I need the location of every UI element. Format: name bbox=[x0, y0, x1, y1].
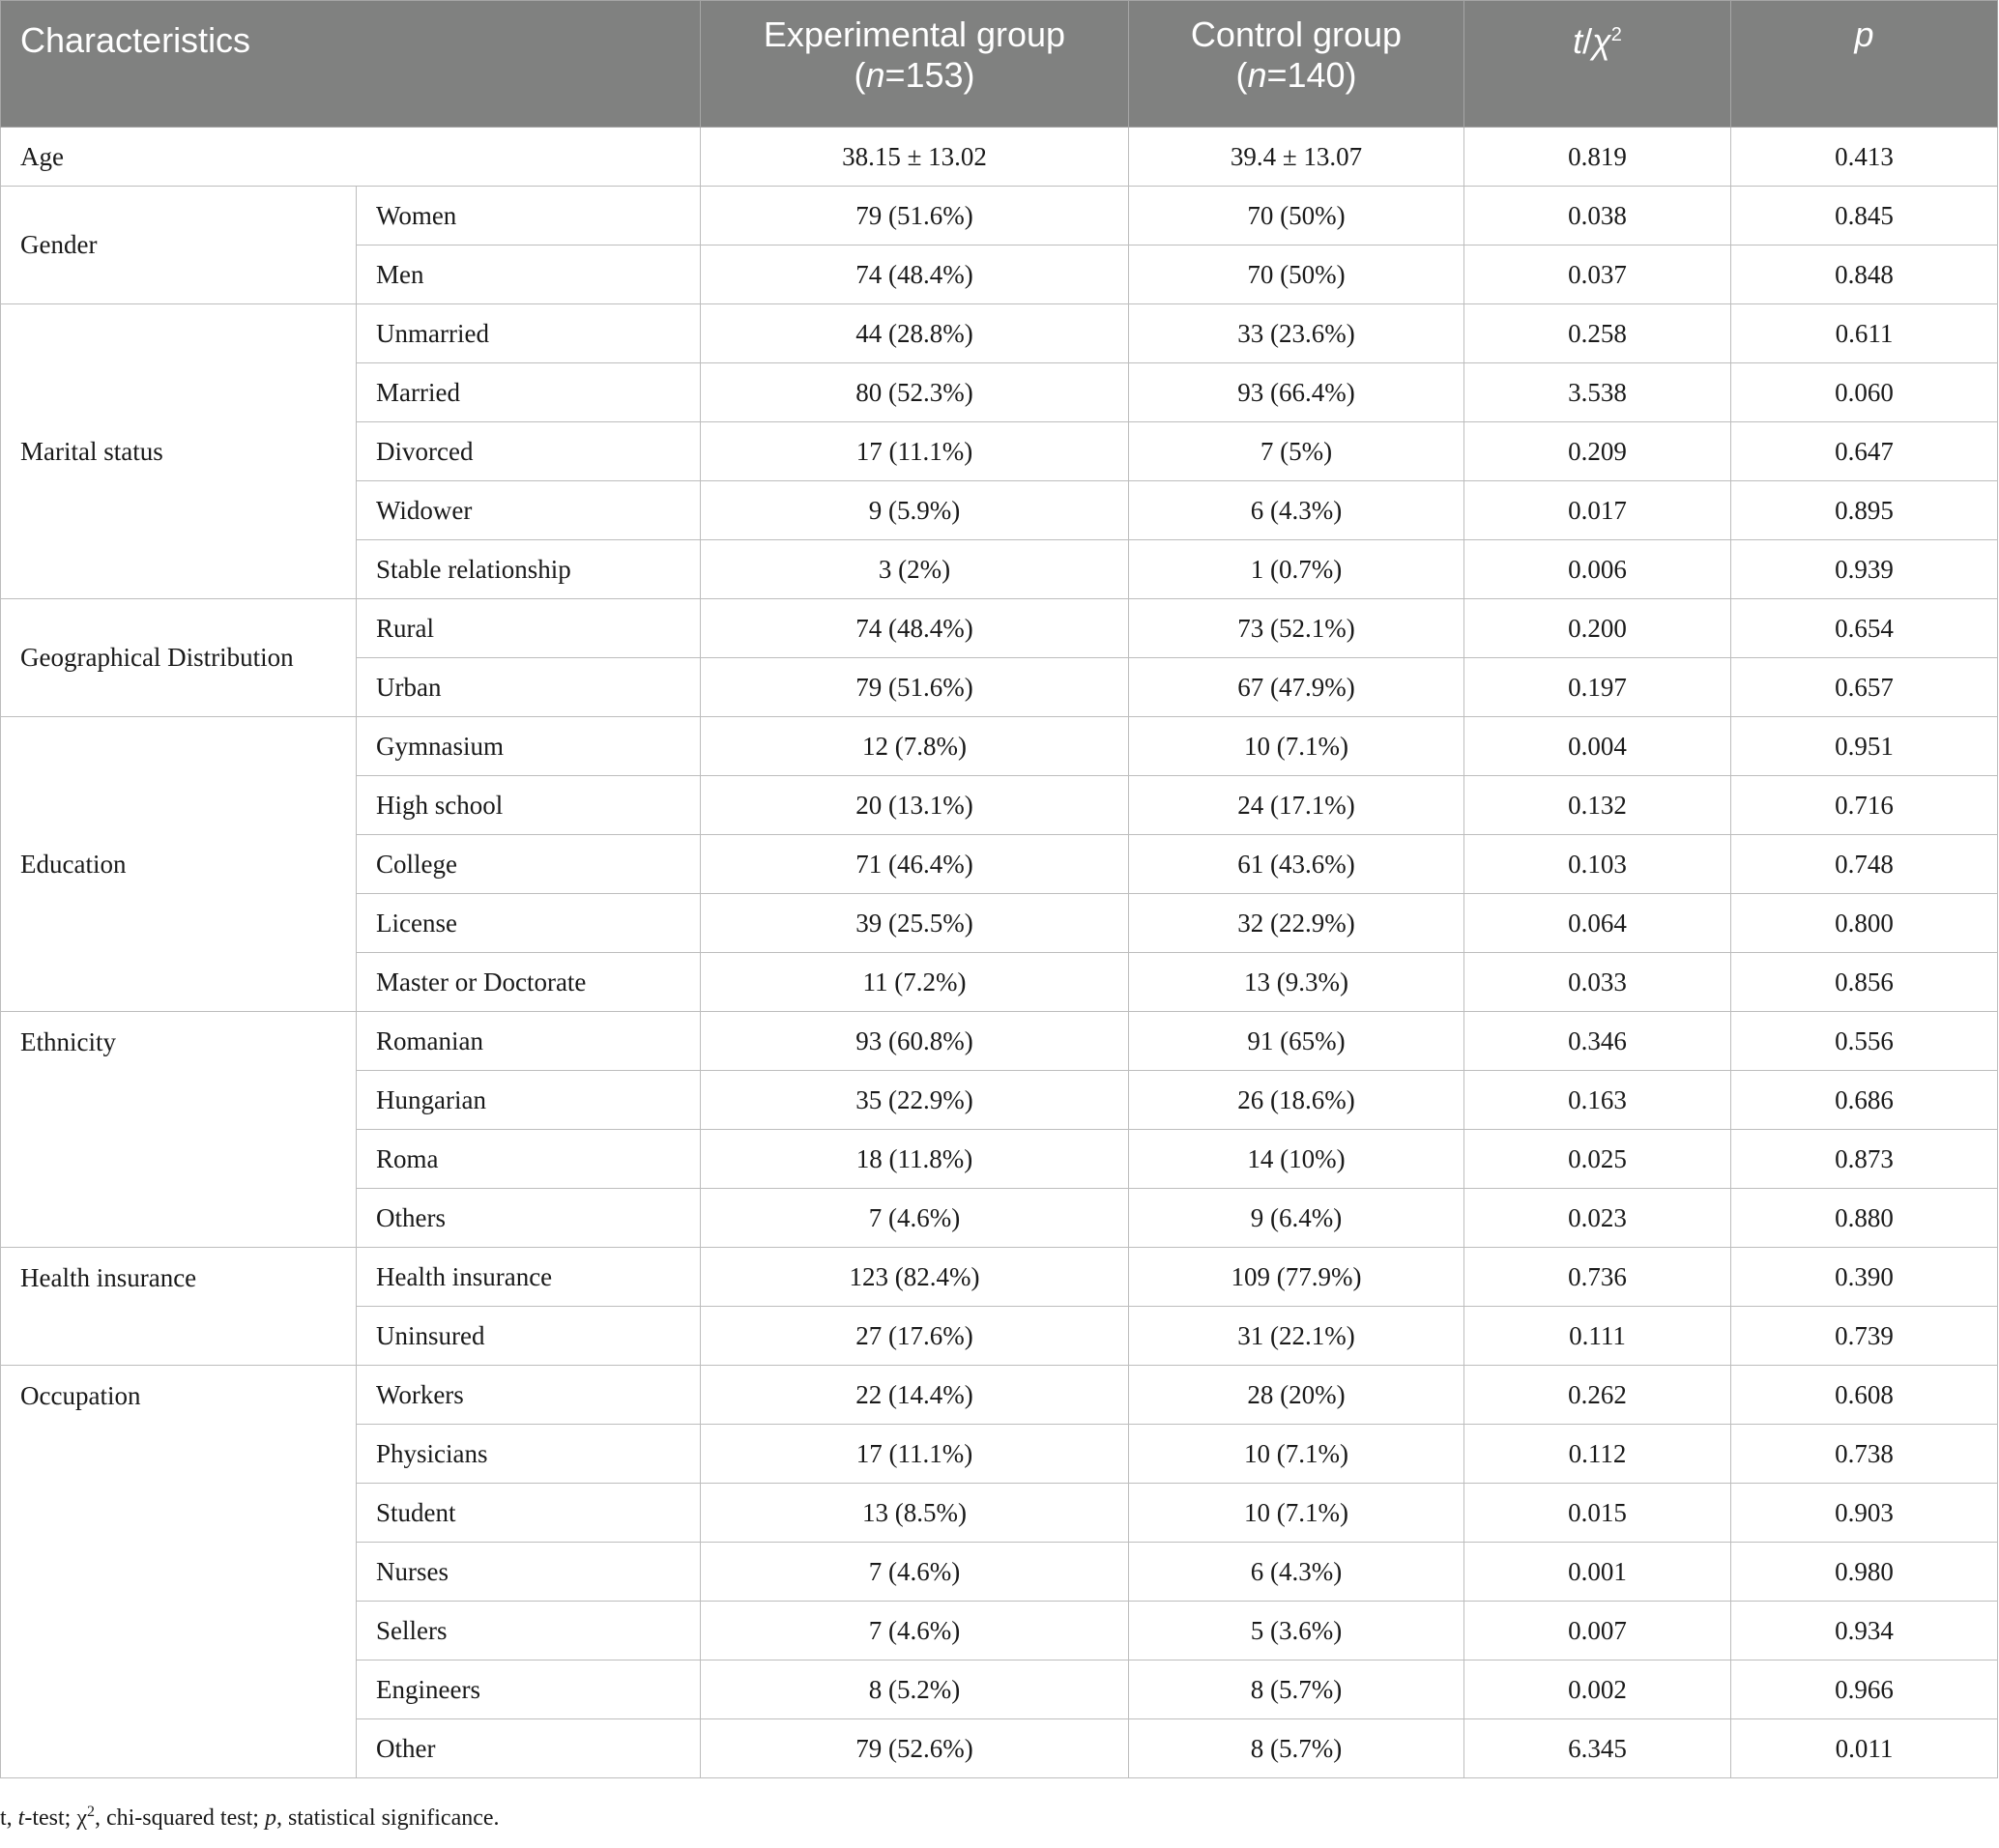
header-experimental-group: Experimental group (n=153) bbox=[701, 1, 1129, 128]
experimental-value: 79 (51.6%) bbox=[701, 658, 1129, 717]
control-value: 10 (7.1%) bbox=[1129, 717, 1464, 776]
experimental-value: 38.15 ± 13.02 bbox=[701, 128, 1129, 187]
experimental-value: 17 (11.1%) bbox=[701, 1425, 1129, 1484]
p-value: 0.934 bbox=[1731, 1602, 1998, 1660]
p-value: 0.413 bbox=[1731, 128, 1998, 187]
header-control-n: n bbox=[1247, 55, 1267, 95]
table-row bbox=[1, 187, 1998, 245]
table-row bbox=[1, 717, 1998, 776]
p-value: 0.845 bbox=[1731, 187, 1998, 245]
test-statistic-value: 0.064 bbox=[1464, 894, 1731, 953]
category-cell: Education bbox=[1, 717, 357, 1012]
p-value: 0.556 bbox=[1731, 1012, 1998, 1071]
test-statistic-value: 0.001 bbox=[1464, 1543, 1731, 1602]
control-value: 26 (18.6%) bbox=[1129, 1071, 1464, 1130]
subcategory-cell: Master or Doctorate bbox=[357, 953, 701, 1012]
test-statistic-value: 0.038 bbox=[1464, 187, 1731, 245]
control-value: 5 (3.6%) bbox=[1129, 1602, 1464, 1660]
subcategory-cell: Hungarian bbox=[357, 1071, 701, 1130]
p-value: 0.800 bbox=[1731, 894, 1998, 953]
subcategory-cell: Men bbox=[357, 245, 701, 304]
experimental-value: 39 (25.5%) bbox=[701, 894, 1129, 953]
control-value: 32 (22.9%) bbox=[1129, 894, 1464, 953]
experimental-value: 7 (4.6%) bbox=[701, 1189, 1129, 1248]
control-value: 8 (5.7%) bbox=[1129, 1660, 1464, 1719]
test-statistic-value: 6.345 bbox=[1464, 1719, 1731, 1778]
table-footnote bbox=[0, 1804, 500, 1832]
test-statistic-value: 0.007 bbox=[1464, 1602, 1731, 1660]
control-value: 31 (22.1%) bbox=[1129, 1307, 1464, 1366]
experimental-value: 79 (51.6%) bbox=[701, 187, 1129, 245]
control-value: 73 (52.1%) bbox=[1129, 599, 1464, 658]
subcategory-cell: Romanian bbox=[357, 1012, 701, 1071]
subcategory-cell: Physicians bbox=[357, 1425, 701, 1484]
experimental-value: 18 (11.8%) bbox=[701, 1130, 1129, 1189]
control-value: 6 (4.3%) bbox=[1129, 481, 1464, 540]
control-value: 6 (4.3%) bbox=[1129, 1543, 1464, 1602]
test-statistic-value: 0.132 bbox=[1464, 776, 1731, 835]
subcategory-cell: Health insurance bbox=[357, 1248, 701, 1307]
control-value: 24 (17.1%) bbox=[1129, 776, 1464, 835]
category-cell: Age bbox=[1, 128, 701, 187]
subcategory-cell: Sellers bbox=[357, 1602, 701, 1660]
header-control-group: Control group (n=140) bbox=[1129, 1, 1464, 128]
control-value: 28 (20%) bbox=[1129, 1366, 1464, 1425]
experimental-value: 7 (4.6%) bbox=[701, 1543, 1129, 1602]
experimental-value: 71 (46.4%) bbox=[701, 835, 1129, 894]
experimental-value: 8 (5.2%) bbox=[701, 1660, 1129, 1719]
test-statistic-value: 0.015 bbox=[1464, 1484, 1731, 1543]
header-experimental-count: =153) bbox=[884, 55, 975, 95]
table-row bbox=[1, 304, 1998, 363]
p-value: 0.060 bbox=[1731, 363, 1998, 422]
subcategory-cell: License bbox=[357, 894, 701, 953]
header-control-count: =140) bbox=[1266, 55, 1357, 95]
p-value: 0.686 bbox=[1731, 1071, 1998, 1130]
experimental-value: 79 (52.6%) bbox=[701, 1719, 1129, 1778]
test-statistic-value: 0.112 bbox=[1464, 1425, 1731, 1484]
control-value: 93 (66.4%) bbox=[1129, 363, 1464, 422]
experimental-value: 80 (52.3%) bbox=[701, 363, 1129, 422]
experimental-value: 9 (5.9%) bbox=[701, 481, 1129, 540]
experimental-value: 74 (48.4%) bbox=[701, 599, 1129, 658]
category-cell: Geographical Distribution bbox=[1, 599, 357, 717]
table-row bbox=[1, 1012, 1998, 1071]
control-value: 70 (50%) bbox=[1129, 187, 1464, 245]
table-row bbox=[1, 128, 1998, 187]
control-value: 8 (5.7%) bbox=[1129, 1719, 1464, 1778]
p-value: 0.856 bbox=[1731, 953, 1998, 1012]
p-value: 0.390 bbox=[1731, 1248, 1998, 1307]
test-statistic-value: 0.017 bbox=[1464, 481, 1731, 540]
footnote-p-abbr: p bbox=[264, 1805, 276, 1831]
control-value: 10 (7.1%) bbox=[1129, 1484, 1464, 1543]
control-value: 91 (65%) bbox=[1129, 1012, 1464, 1071]
experimental-value: 20 (13.1%) bbox=[701, 776, 1129, 835]
header-experimental-n: n bbox=[865, 55, 885, 95]
test-statistic-value: 0.262 bbox=[1464, 1366, 1731, 1425]
test-statistic-value: 0.819 bbox=[1464, 128, 1731, 187]
p-value: 0.654 bbox=[1731, 599, 1998, 658]
header-row bbox=[1, 1, 1998, 128]
header-characteristics: Characteristics bbox=[1, 1, 701, 128]
p-value: 0.739 bbox=[1731, 1307, 1998, 1366]
subcategory-cell: Other bbox=[357, 1719, 701, 1778]
experimental-value: 123 (82.4%) bbox=[701, 1248, 1129, 1307]
experimental-value: 44 (28.8%) bbox=[701, 304, 1129, 363]
table-row bbox=[1, 599, 1998, 658]
table-row bbox=[1, 1248, 1998, 1307]
subcategory-cell: Nurses bbox=[357, 1543, 701, 1602]
footnote-t-rest: -test; χ bbox=[24, 1805, 87, 1831]
test-statistic-value: 0.111 bbox=[1464, 1307, 1731, 1366]
control-value: 10 (7.1%) bbox=[1129, 1425, 1464, 1484]
test-statistic-value: 0.163 bbox=[1464, 1071, 1731, 1130]
subcategory-cell: Women bbox=[357, 187, 701, 245]
category-cell: Gender bbox=[1, 187, 357, 304]
p-value: 0.011 bbox=[1731, 1719, 1998, 1778]
control-value: 7 (5%) bbox=[1129, 422, 1464, 481]
control-value: 14 (10%) bbox=[1129, 1130, 1464, 1189]
control-value: 70 (50%) bbox=[1129, 245, 1464, 304]
category-cell: Health insurance bbox=[1, 1248, 357, 1366]
test-statistic-value: 0.033 bbox=[1464, 953, 1731, 1012]
control-value: 9 (6.4%) bbox=[1129, 1189, 1464, 1248]
experimental-value: 35 (22.9%) bbox=[701, 1071, 1129, 1130]
test-statistic-value: 0.346 bbox=[1464, 1012, 1731, 1071]
category-cell: Marital status bbox=[1, 304, 357, 599]
subcategory-cell: Married bbox=[357, 363, 701, 422]
header-p-value bbox=[1731, 1, 1998, 128]
p-value: 0.939 bbox=[1731, 540, 1998, 599]
table-row bbox=[1, 1366, 1998, 1425]
experimental-value: 17 (11.1%) bbox=[701, 422, 1129, 481]
p-value: 0.895 bbox=[1731, 481, 1998, 540]
subcategory-cell: Engineers bbox=[357, 1660, 701, 1719]
test-statistic-value: 0.258 bbox=[1464, 304, 1731, 363]
p-value: 0.903 bbox=[1731, 1484, 1998, 1543]
subcategory-cell: Gymnasium bbox=[357, 717, 701, 776]
test-statistic-value: 0.209 bbox=[1464, 422, 1731, 481]
subcategory-cell: Uninsured bbox=[357, 1307, 701, 1366]
p-value: 0.748 bbox=[1731, 835, 1998, 894]
experimental-value: 93 (60.8%) bbox=[701, 1012, 1129, 1071]
control-value: 13 (9.3%) bbox=[1129, 953, 1464, 1012]
header-chi-symbol: χ bbox=[1592, 21, 1611, 61]
header-chi-superscript: 2 bbox=[1610, 24, 1622, 45]
header-test-statistic: $t/\chi^2$ bbox=[1464, 1, 1731, 128]
p-value: 0.657 bbox=[1731, 658, 1998, 717]
experimental-value: 27 (17.6%) bbox=[701, 1307, 1129, 1366]
p-value: 0.848 bbox=[1731, 245, 1998, 304]
header-t-symbol: t bbox=[1573, 21, 1583, 61]
p-value: 0.951 bbox=[1731, 717, 1998, 776]
control-value: 109 (77.9%) bbox=[1129, 1248, 1464, 1307]
experimental-value: 3 (2%) bbox=[701, 540, 1129, 599]
test-statistic-value: 0.037 bbox=[1464, 245, 1731, 304]
p-value: 0.611 bbox=[1731, 304, 1998, 363]
p-value: 0.966 bbox=[1731, 1660, 1998, 1719]
p-value: 0.738 bbox=[1731, 1425, 1998, 1484]
test-statistic-value: 0.200 bbox=[1464, 599, 1731, 658]
p-value: 0.647 bbox=[1731, 422, 1998, 481]
subcategory-cell: Student bbox=[357, 1484, 701, 1543]
experimental-value: 12 (7.8%) bbox=[701, 717, 1129, 776]
test-statistic-value: 0.006 bbox=[1464, 540, 1731, 599]
experimental-value: 13 (8.5%) bbox=[701, 1484, 1129, 1543]
p-value: 0.880 bbox=[1731, 1189, 1998, 1248]
subcategory-cell: Stable relationship bbox=[357, 540, 701, 599]
test-statistic-value: 3.538 bbox=[1464, 363, 1731, 422]
subcategory-cell: Divorced bbox=[357, 422, 701, 481]
footnote-chi-rest: , chi-squared test; bbox=[94, 1805, 265, 1831]
experimental-value: 11 (7.2%) bbox=[701, 953, 1129, 1012]
subcategory-cell: High school bbox=[357, 776, 701, 835]
footnote-chi-superscript: 2 bbox=[86, 1804, 95, 1820]
footnote-p-rest: , statistical significance. bbox=[275, 1805, 500, 1831]
subcategory-cell: Widower bbox=[357, 481, 701, 540]
p-value: 0.873 bbox=[1731, 1130, 1998, 1189]
subcategory-cell: Others bbox=[357, 1189, 701, 1248]
test-statistic-value: 0.004 bbox=[1464, 717, 1731, 776]
experimental-value: 22 (14.4%) bbox=[701, 1366, 1129, 1425]
p-value: 0.608 bbox=[1731, 1366, 1998, 1425]
test-statistic-value: 0.197 bbox=[1464, 658, 1731, 717]
header-control-label: Control group bbox=[1190, 14, 1403, 54]
control-value: 67 (47.9%) bbox=[1129, 658, 1464, 717]
test-statistic-value: 0.736 bbox=[1464, 1248, 1731, 1307]
subcategory-cell: Unmarried bbox=[357, 304, 701, 363]
test-statistic-value: 0.023 bbox=[1464, 1189, 1731, 1248]
control-value: 61 (43.6%) bbox=[1129, 835, 1464, 894]
experimental-value: 7 (4.6%) bbox=[701, 1602, 1129, 1660]
test-statistic-value: 0.002 bbox=[1464, 1660, 1731, 1719]
subcategory-cell: Workers bbox=[357, 1366, 701, 1425]
subcategory-cell: Urban bbox=[357, 658, 701, 717]
category-cell: Occupation bbox=[1, 1366, 357, 1778]
p-value: 0.716 bbox=[1731, 776, 1998, 835]
subcategory-cell: Roma bbox=[357, 1130, 701, 1189]
header-experimental-label: Experimental group bbox=[763, 14, 1066, 54]
test-statistic-value: 0.103 bbox=[1464, 835, 1731, 894]
test-statistic-value: 0.025 bbox=[1464, 1130, 1731, 1189]
header-p-symbol: p bbox=[1854, 14, 1874, 54]
control-value: 33 (23.6%) bbox=[1129, 304, 1464, 363]
p-value: 0.980 bbox=[1731, 1543, 1998, 1602]
footnote-t-name: t bbox=[17, 1805, 25, 1831]
category-cell: Ethnicity bbox=[1, 1012, 357, 1248]
footnote-t-abbr: t, bbox=[0, 1805, 18, 1831]
experimental-value: 74 (48.4%) bbox=[701, 245, 1129, 304]
control-value: 1 (0.7%) bbox=[1129, 540, 1464, 599]
subcategory-cell: Rural bbox=[357, 599, 701, 658]
control-value: 39.4 ± 13.07 bbox=[1129, 128, 1464, 187]
subcategory-cell: College bbox=[357, 835, 701, 894]
